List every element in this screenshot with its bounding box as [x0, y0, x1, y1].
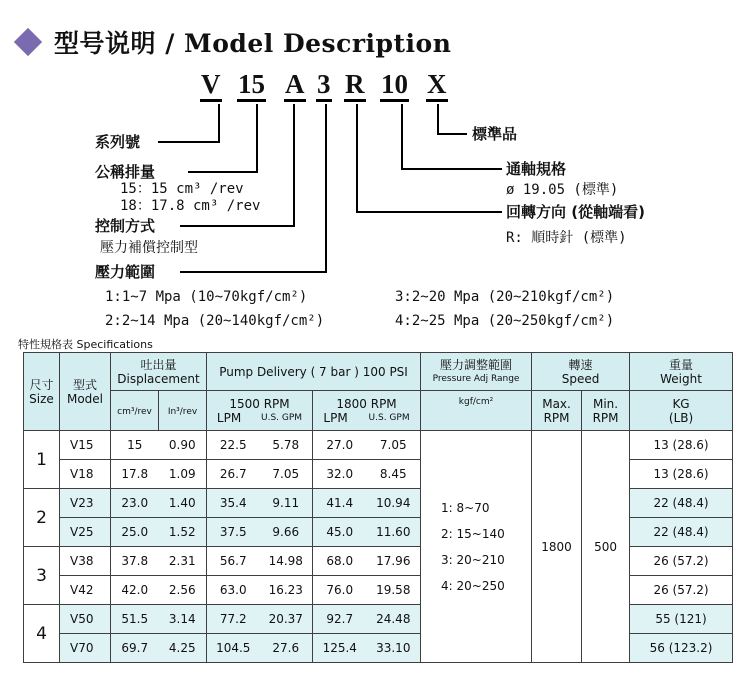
label-displacement: 公稱排量 — [95, 163, 156, 181]
size-cell: 4 — [24, 605, 60, 663]
delivery-1500-cell: 104.5 27.6 — [207, 634, 313, 663]
weight-cell: 26 (57.2) — [630, 547, 733, 576]
size-cell: 1 — [24, 431, 60, 489]
header-cm3rev: cm³/rev — [111, 391, 159, 431]
displacement-option-18: 18：17.8 cm³ /rev — [120, 198, 261, 214]
shaft-option: ø 19.05 (標準) — [506, 182, 619, 198]
header-adj-range: 壓力調整範圍 Pressure Adj Range — [421, 353, 532, 391]
model-cell: V50 — [60, 605, 111, 634]
header-speed: 轉速 Speed — [532, 353, 630, 391]
delivery-1500-cell: 37.5 9.66 — [207, 518, 313, 547]
displacement-cell: 25.0 1.52 — [111, 518, 207, 547]
weight-cell: 56 (123.2) — [630, 634, 733, 663]
header-in3rev: In³/rev — [159, 391, 207, 431]
header-size: 尺寸 Size — [24, 353, 60, 431]
code-seg-rotation: R — [344, 69, 366, 102]
code-seg-displacement: 15 — [237, 69, 266, 102]
delivery-1500-cell: 26.7 7.05 — [207, 460, 313, 489]
delivery-1800-cell: 125.4 33.10 — [313, 634, 421, 663]
weight-cell: 22 (48.4) — [630, 518, 733, 547]
delivery-1800-cell: 41.4 10.94 — [313, 489, 421, 518]
header-kgfcm2: kgf/cm² — [421, 391, 532, 431]
spec-table — [23, 352, 733, 663]
header-1500rpm: 1500 RPM LPM U.S. GPM — [207, 391, 313, 431]
code-seg-shaft: 10 — [380, 69, 409, 102]
label-rotation: 回轉方向 (從軸端看) — [506, 203, 645, 221]
weight-cell: 13 (28.6) — [630, 431, 733, 460]
code-seg-series: V — [200, 69, 222, 102]
header-max-rpm: Max. RPM — [532, 391, 582, 431]
weight-cell: 55 (121) — [630, 605, 733, 634]
delivery-1500-cell: 56.7 14.98 — [207, 547, 313, 576]
delivery-1800-cell: 27.0 7.05 — [313, 431, 421, 460]
model-cell: V42 — [60, 576, 111, 605]
pressure-option-2: 2:2~14 Mpa (20~140kgf/cm²) — [105, 313, 325, 329]
diamond-icon — [14, 28, 42, 56]
speed-min-cell: 500 — [582, 431, 630, 663]
section-header — [10, 22, 451, 62]
speed-max-cell: 1800 — [532, 431, 582, 663]
weight-cell: 26 (57.2) — [630, 576, 733, 605]
label-standard: 標準品 — [472, 125, 518, 143]
label-pressure: 壓力範圍 — [95, 263, 156, 281]
delivery-1800-cell: 76.0 19.58 — [313, 576, 421, 605]
model-cell: V38 — [60, 547, 111, 576]
displacement-cell: 23.0 1.40 — [111, 489, 207, 518]
code-seg-control: A — [284, 69, 306, 102]
adj-range-cell: 1: 8~70 2: 15~140 3: 20~210 4: 20~250 — [421, 431, 532, 663]
weight-cell: 13 (28.6) — [630, 460, 733, 489]
header-model: 型式 Model — [60, 353, 111, 431]
pressure-option-1: 1:1~7 Mpa (10~70kgf/cm²) — [105, 289, 308, 305]
model-cell: V15 — [60, 431, 111, 460]
rotation-option: R: 順時針 (標準) — [506, 230, 627, 246]
delivery-1800-cell: 68.0 17.96 — [313, 547, 421, 576]
header-min-rpm: Min. RPM — [582, 391, 630, 431]
header-1800rpm: 1800 RPM LPM U.S. GPM — [313, 391, 421, 431]
table-row — [24, 431, 733, 460]
control-option: 壓力補償控制型 — [100, 240, 198, 256]
delivery-1800-cell: 45.0 11.60 — [313, 518, 421, 547]
header-weight: 重量 Weight — [630, 353, 733, 391]
model-cell: V70 — [60, 634, 111, 663]
code-seg-pressure: 3 — [316, 69, 332, 102]
label-shaft: 通軸規格 — [506, 160, 567, 178]
model-cell: V18 — [60, 460, 111, 489]
displacement-cell: 17.8 1.09 — [111, 460, 207, 489]
delivery-1800-cell: 32.0 8.45 — [313, 460, 421, 489]
displacement-cell: 37.8 2.31 — [111, 547, 207, 576]
delivery-1800-cell: 92.7 24.48 — [313, 605, 421, 634]
size-cell: 3 — [24, 547, 60, 605]
delivery-1500-cell: 35.4 9.11 — [207, 489, 313, 518]
page-title: 型号说明 / Model Description — [54, 29, 452, 58]
header-displacement: 吐出量 Displacement — [111, 353, 207, 391]
delivery-1500-cell: 22.5 5.78 — [207, 431, 313, 460]
pressure-option-4: 4:2~25 Mpa (20~250kgf/cm²) — [395, 313, 615, 329]
displacement-cell: 69.7 4.25 — [111, 634, 207, 663]
displacement-option-15: 15：15 cm³ /rev — [120, 181, 244, 197]
weight-cell: 22 (48.4) — [630, 489, 733, 518]
label-series: 系列號 — [95, 133, 141, 151]
model-cell: V25 — [60, 518, 111, 547]
delivery-1500-cell: 63.0 16.23 — [207, 576, 313, 605]
model-cell: V23 — [60, 489, 111, 518]
code-seg-standard: X — [426, 69, 448, 102]
spec-table-title: 特性規格表 Specifications — [18, 338, 153, 351]
displacement-cell: 42.0 2.56 — [111, 576, 207, 605]
header-delivery: Pump Delivery ( 7 bar ) 100 PSI — [207, 353, 421, 391]
displacement-cell: 15 0.90 — [111, 431, 207, 460]
header-kg-lb: KG (LB) — [630, 391, 733, 431]
label-control: 控制方式 — [95, 217, 156, 235]
pressure-option-3: 3:2~20 Mpa (20~210kgf/cm²) — [395, 289, 615, 305]
size-cell: 2 — [24, 489, 60, 547]
delivery-1500-cell: 77.2 20.37 — [207, 605, 313, 634]
displacement-cell: 51.5 3.14 — [111, 605, 207, 634]
